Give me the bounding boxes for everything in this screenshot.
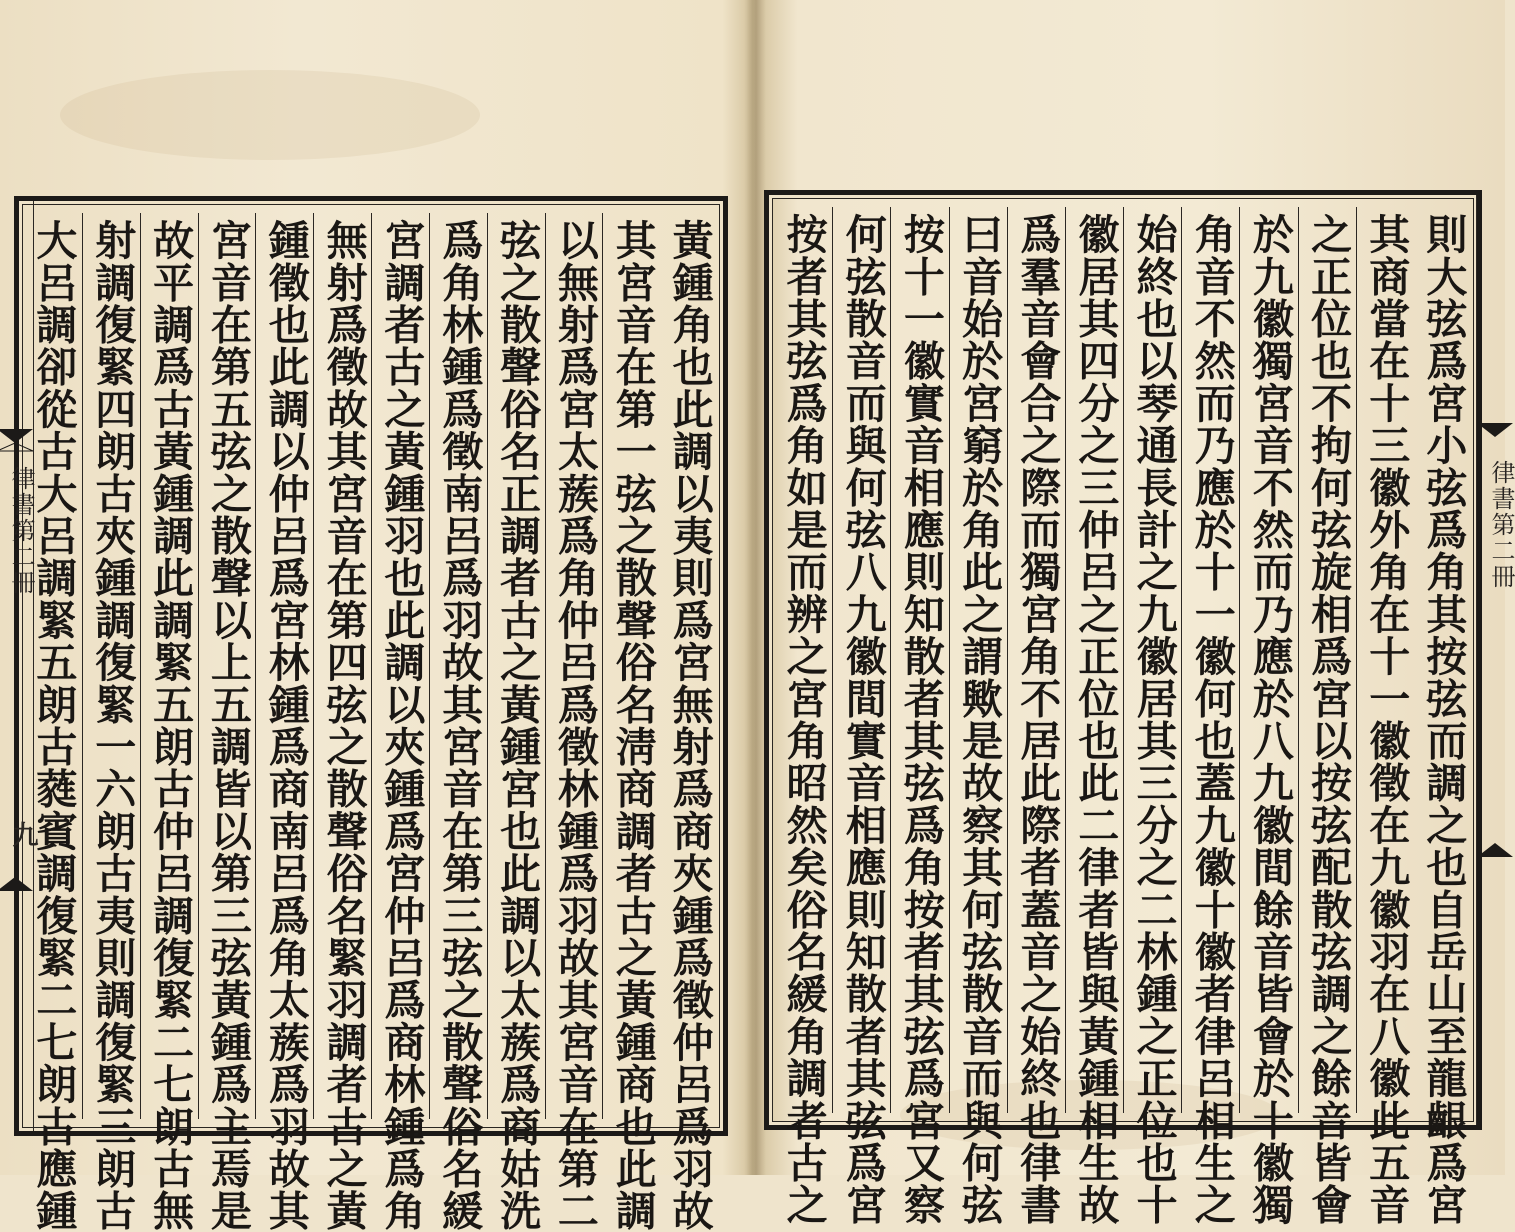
column-text: 故平調爲古黃鍾調此調緊五朗古仲呂調復緊二七朗古無 <box>146 219 195 1232</box>
text-column <box>255 213 314 1232</box>
column-text: 無射爲徵故其宮音在第四弦之散聲俗名緊羽調者古之黃 <box>319 219 368 1232</box>
column-text: 何弦散音而與何弦八九徽間實音相應則知散者其弦爲宮 <box>838 213 887 1226</box>
fishtail-mark <box>1477 835 1513 857</box>
text-column <box>545 213 604 1232</box>
text-column <box>429 213 488 1232</box>
column-text: 弦之散聲俗名正調者古之黃鍾宮也此調以太蔟爲商姑洗 <box>493 219 542 1232</box>
text-column <box>832 207 891 1226</box>
text-column <box>1065 207 1124 1226</box>
text-column <box>890 207 949 1226</box>
text-column <box>1356 207 1415 1226</box>
column-text: 黃鍾角也此調以夷則爲宮無射爲商夾鍾爲徵仲呂爲羽故 <box>665 219 714 1232</box>
column-text: 宮音在第五弦之散聲以上五調皆以第三弦黃鍾爲主焉是 <box>203 219 252 1232</box>
text-column <box>1181 207 1240 1226</box>
text-column <box>1123 207 1182 1226</box>
column-text: 射調復緊四朗古夾鍾調復緊一六朗古夷則調復緊三朗古 <box>88 219 137 1232</box>
column-text: 角音不然而乃應於十一徽何也蓋九徽十徽者律呂相生之 <box>1187 213 1236 1226</box>
text-column <box>774 207 832 1226</box>
right-margin-strip <box>1476 195 1513 1125</box>
text-column <box>949 207 1008 1226</box>
column-text: 大呂調卻從古大呂調緊五朗古蕤賓調復緊二七朗古應鍾 <box>29 219 78 1232</box>
column-text: 宮調者古之黃鍾羽也此調以夾鍾爲宮仲呂爲商林鍾爲角 <box>377 219 426 1232</box>
fishtail-mark <box>1477 423 1513 445</box>
text-column <box>487 213 546 1232</box>
margin-title: 律書第二冊 <box>7 466 35 596</box>
margin-title: 律書第二冊 <box>1487 460 1515 590</box>
column-text: 按十一徽實音相應則知散者其弦爲角按者其弦爲宮又察 <box>896 213 945 1226</box>
column-text: 始終也以琴通長計之九徽居其三分之二林鍾之正位也十 <box>1129 213 1178 1226</box>
left-page-frame <box>14 196 728 1232</box>
text-column <box>1298 207 1357 1226</box>
text-column <box>198 213 257 1232</box>
fishtail-mark <box>0 869 33 891</box>
text-column <box>602 213 661 1232</box>
text-column <box>140 213 199 1232</box>
column-text: 鍾徵也此調以仲呂爲宮林鍾爲商南呂爲角太蔟爲羽故其 <box>261 219 310 1232</box>
text-column <box>1239 207 1298 1226</box>
column-text: 其商當在十三徽外角在十一徽徵在九徽羽在八徽此五音 <box>1362 213 1411 1226</box>
column-text: 徽居其四分之三仲呂之正位也此二律者皆與黃鍾相生故 <box>1071 213 1120 1226</box>
left-margin-strip <box>0 201 38 1131</box>
page-fold <box>744 0 766 1175</box>
column-text: 以無射爲宮太蔟爲角仲呂爲徵林鍾爲羽故其宮音在第二 <box>550 219 599 1232</box>
right-page-frame <box>764 190 1482 1226</box>
column-text: 爲羣音會合之際而獨宮角不居此際者蓋音之始終也律書 <box>1013 213 1062 1226</box>
fishtail-mark <box>0 429 33 451</box>
column-text: 其宮音在第一弦之散聲俗名淸商調者古之黃鍾商也此調 <box>608 219 657 1232</box>
text-column <box>660 213 718 1232</box>
text-column <box>1414 207 1472 1226</box>
column-text: 之正位也不拘何弦旋相爲宮以按弦配散弦調之餘音皆會 <box>1304 213 1353 1226</box>
column-text: 爲角林鍾爲徵南呂爲羽故其宮音在第三弦之散聲俗名緩 <box>435 219 484 1232</box>
text-column <box>313 213 372 1232</box>
text-column <box>371 213 430 1232</box>
text-column <box>82 213 141 1232</box>
column-text: 於九徽獨宮音不然而乃應於八九徽間餘音皆會於十徽獨 <box>1245 213 1294 1226</box>
paper-stain <box>60 70 480 160</box>
column-text: 則大弦爲宮小弦爲角其按弦而調之也自岳山至龍齦爲宮 <box>1419 213 1468 1226</box>
text-column <box>1007 207 1066 1226</box>
column-text: 曰音始於宮窮於角此之謂歟是故察其何弦散音而與何弦 <box>955 213 1004 1226</box>
column-text: 按者其弦爲角如是而辨之宮角昭然矣俗名緩角調者古之 <box>779 213 828 1226</box>
page-number: 九 <box>8 821 38 847</box>
